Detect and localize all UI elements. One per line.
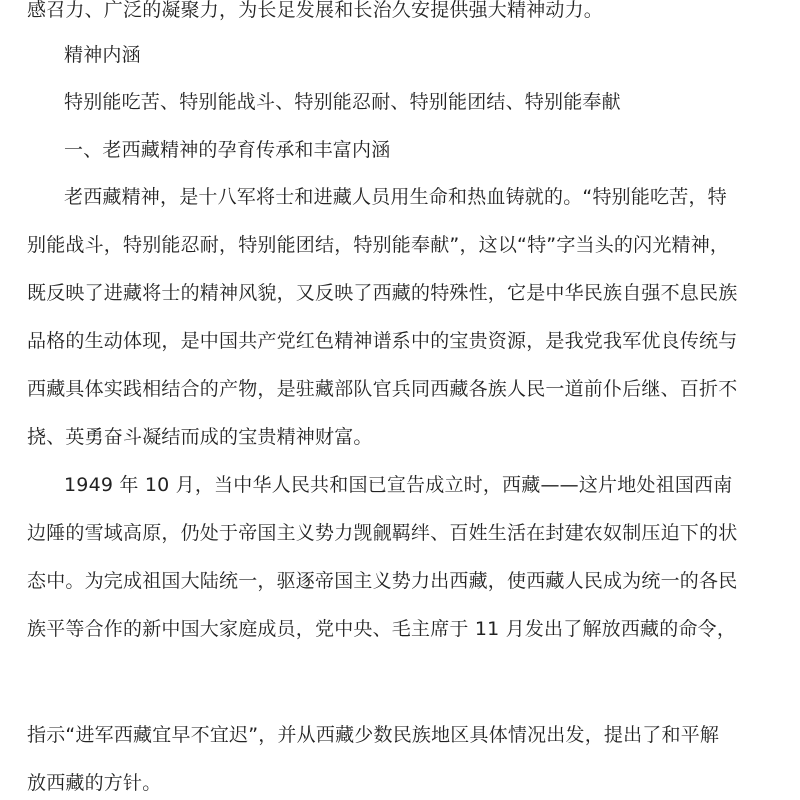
paragraph-1-line-3: 既反映了进藏将士的精神风貌，又反映了西藏的特殊性，它是中华民族自强不息民族 xyxy=(27,282,738,304)
paragraph-2-line-1: 1949 年 10 月，当中华人民共和国已宣告成立时，西藏——这片地处祖国西南 xyxy=(64,474,733,496)
paragraph-1-line-1: 老西藏精神，是十八军将士和进藏人员用生命和热血铸就的。“特别能吃苦，特 xyxy=(64,186,727,208)
paragraph-2-line-2: 边陲的雪域高原，仍处于帝国主义势力觊觎羁绊、百姓生活在封建农奴制压迫下的状 xyxy=(27,522,738,544)
text-line-1: 感召力、广泛的凝聚力，为长足发展和长治久安提供强大精神动力。 xyxy=(27,0,604,21)
spirit-summary-line: 特别能吃苦、特别能战斗、特别能忍耐、特别能团结、特别能奉献 xyxy=(64,91,621,113)
paragraph-1-line-2: 别能战斗，特别能忍耐，特别能团结，特别能奉献”，这以“特”字当头的闪光精神， xyxy=(27,234,730,256)
paragraph-2-line-4: 族平等合作的新中国大家庭成员，党中央、毛主席于 11 月发出了解放西藏的命令， xyxy=(27,618,737,640)
paragraph-1-line-5: 西藏具体实践相结合的产物，是驻藏部队官兵同西藏各族人民一道前仆后继、百折不 xyxy=(27,378,738,400)
paragraph-2-line-6: 放西藏的方针。 xyxy=(27,772,162,794)
paragraph-2-line-5: 指示“进军西藏宜早不宜迟”，并从西藏少数民族地区具体情况出发，提出了和平解 xyxy=(27,724,720,746)
paragraph-1-line-6: 挠、英勇奋斗凝结而成的宝贵精神财富。 xyxy=(27,426,373,448)
section-heading-1: 一、老西藏精神的孕育传承和丰富内涵 xyxy=(64,139,391,161)
section-heading-spirit-connotation: 精神内涵 xyxy=(64,44,141,66)
paragraph-2-line-3: 态中。为完成祖国大陆统一，驱逐帝国主义势力出西藏，使西藏人民成为统一的各民 xyxy=(27,570,738,592)
paragraph-1-line-4: 品格的生动体现，是中国共产党红色精神谱系中的宝贵资源，是我党我军优良传统与 xyxy=(27,330,738,352)
